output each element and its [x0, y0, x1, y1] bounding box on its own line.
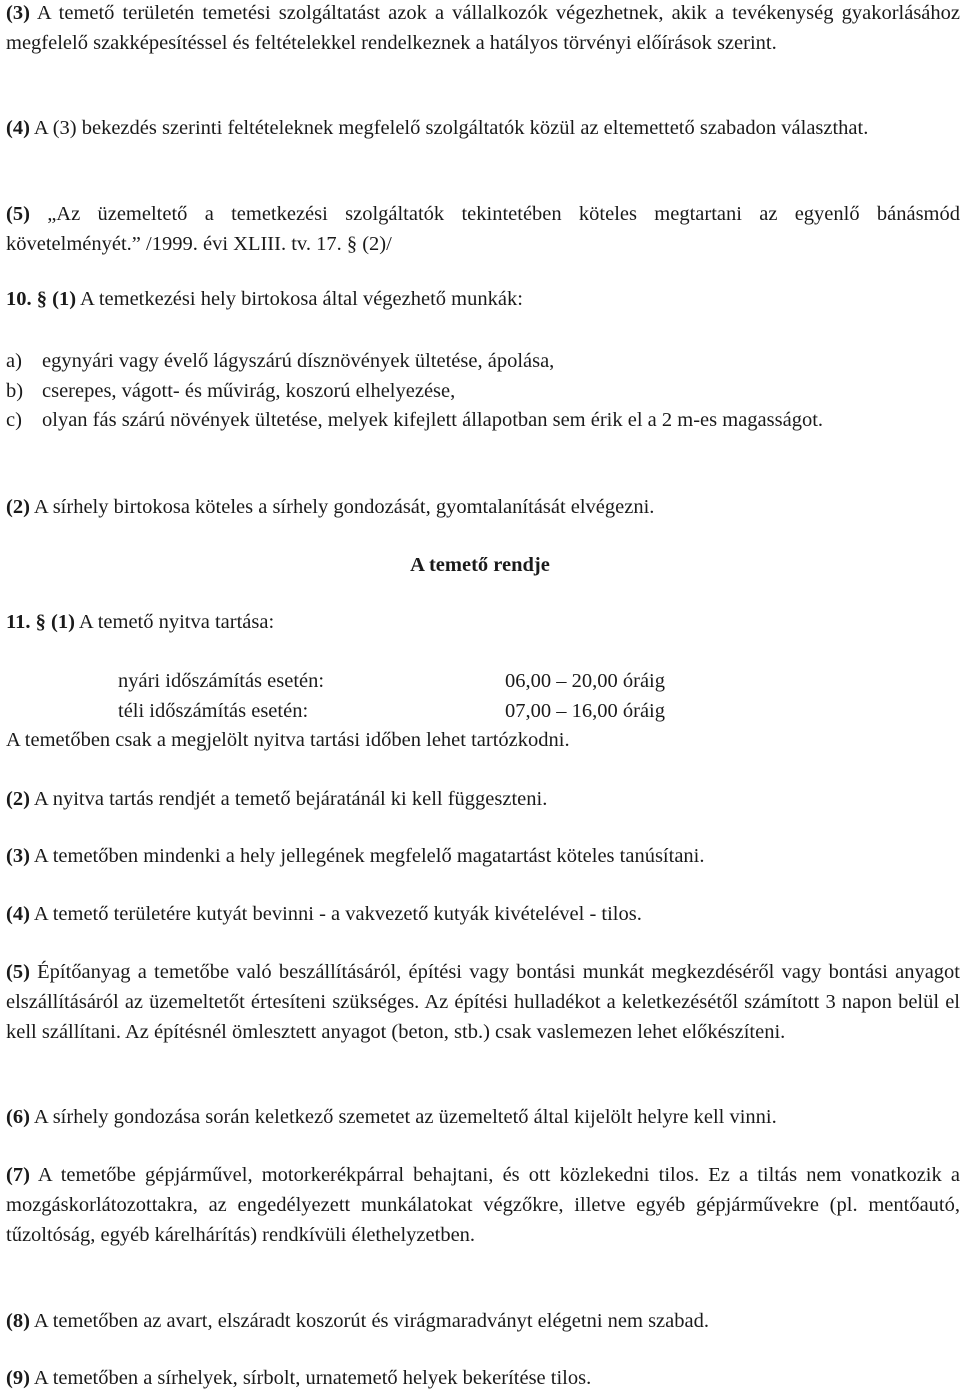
- list-item-text: cserepes, vágott- és művirág, koszorú elhelyezése,: [42, 380, 456, 402]
- section-10-intro: [6, 284, 960, 314]
- paragraph-text: A temető területére kutyát bevinni - a vakvezető kutyák kivételével - tilos.: [29, 903, 642, 925]
- paragraph-5: [6, 199, 960, 259]
- section-number: 11. § (1): [6, 611, 75, 633]
- list-item-text: olyan fás szárú növények ültetése, melyek kifejlett állapotban sem érik el a 2 m-es magasságot.: [42, 409, 824, 431]
- list-item: [6, 376, 960, 406]
- paragraph-number: (2): [6, 496, 30, 518]
- paragraph-number: (2): [6, 788, 30, 810]
- section-10-paragraph-2: [6, 492, 960, 522]
- hours-value-winter: 07,00 – 16,00 óráig: [505, 700, 665, 722]
- section-11-intro: [6, 607, 960, 637]
- paragraph-number: (3): [6, 845, 30, 867]
- paragraph-text: A sírhely birtokosa köteles a sírhely gondozását, gyomtalanítását elvégezni.: [29, 496, 655, 518]
- section-11-paragraph-4: [6, 899, 960, 929]
- hours-value-summer: 06,00 – 20,00 óráig: [505, 670, 665, 692]
- hours-label-summer: nyári időszámítás esetén:: [118, 670, 325, 692]
- section-text: A temetkezési hely birtokosa által végezhető munkák:: [76, 288, 523, 310]
- section-heading: A temető rendje: [410, 554, 550, 576]
- section-11-paragraph-5: [6, 957, 960, 1047]
- paragraph-number: (8): [6, 1310, 30, 1332]
- paragraph-text: A temetőbe gépjárművel, motorkerékpárral behajtani, és ott közlekedni tilos. Ez a tiltás nem vonatkozik a mozgáskorlátozottakra, az engedélyezett munkálatokat végzőkre, illetve egyéb gépjárművekre (pl. mentőautó, tűzoltóság, egyéb kárelhárítás) rendkívüli élethelyzetben.: [6, 1164, 960, 1246]
- paragraph-number: (5): [6, 203, 30, 225]
- paragraph-number: (4): [6, 117, 30, 139]
- list-item-label: c): [6, 409, 22, 431]
- list-item: [6, 346, 960, 376]
- paragraph-text: A sírhely gondozása során keletkező szemetet az üzemeltető által kijelölt helyre kell vinni.: [29, 1106, 777, 1128]
- paragraph-text: A (3) bekezdés szerinti feltételeknek megfelelő szolgáltatók közül az eltemettető szabadon választhat.: [29, 117, 869, 139]
- paragraph-number: (5): [6, 961, 30, 983]
- section-11-paragraph-7: [6, 1160, 960, 1250]
- section-11-paragraph-2: [6, 784, 960, 814]
- paragraph-text: A temető területén temetési szolgáltatást azok a vállalkozók végezhetnek, akik a tevékenység gyakorlásához megfelelő szakképesítéssel és feltételekkel rendelkeznek a hatályos törvényi előírások szerint.: [6, 2, 960, 54]
- section-11-paragraph-8: [6, 1306, 960, 1336]
- paragraph-text: Építőanyag a temetőbe való beszállításáról, építési vagy bontási munkát megkezdéséről vagy bontási anyagot elszállításáról az üzemeltetőt értesíteni szükséges. Az építési hulladékot a keletkezésétől számított 3 napon belül el kell szállítani. Az építésnél ömlesztett anyagot (beton, stb.) csak vaslemezen lehet előkészíteni.: [6, 961, 960, 1043]
- paragraph-number: (3): [6, 2, 30, 24]
- paragraph-number: (9): [6, 1367, 30, 1389]
- paragraph-text: A temetőben a sírhelyek, sírbolt, urnatemető helyek bekerítése tilos.: [29, 1367, 592, 1389]
- hours-label-winter: téli időszámítás esetén:: [118, 700, 309, 722]
- paragraph-4: [6, 113, 960, 143]
- paragraph-number: (4): [6, 903, 30, 925]
- paragraph-text: A temetőben az avart, elszáradt koszorút és virágmaradványt elégetni nem szabad.: [29, 1310, 709, 1332]
- list-item-text: egynyári vagy évelő lágyszárú dísznövények ültetése, ápolása,: [42, 350, 555, 372]
- paragraph-number: (6): [6, 1106, 30, 1128]
- paragraph-text: A temetőben mindenki a hely jellegének megfelelő magatartást köteles tanúsítani.: [29, 845, 705, 867]
- paragraph-number: (7): [6, 1164, 30, 1186]
- list-item-label: a): [6, 350, 22, 372]
- section-number: 10. § (1): [6, 288, 77, 310]
- section-11-paragraph-9: [6, 1363, 960, 1393]
- paragraph-text: „Az üzemeltető a temetkezési szolgáltatók tekintetében köteles megtartani az egyenlő bánásmód követelményét.” /1999. évi XLIII. tv. 17. § (2)/: [6, 203, 960, 255]
- paragraph-text: A nyitva tartás rendjét a temető bejáratánál ki kell függeszteni.: [29, 788, 548, 810]
- section-11-note: A temetőben csak a megjelölt nyitva tartási időben lehet tartózkodni.: [6, 729, 570, 751]
- section-text: A temető nyitva tartása:: [74, 611, 275, 633]
- list-item-label: b): [6, 380, 24, 402]
- section-11-paragraph-6: [6, 1102, 960, 1132]
- paragraph-3: [6, 0, 960, 58]
- list-item: [6, 405, 960, 435]
- section-11-paragraph-3: [6, 841, 960, 871]
